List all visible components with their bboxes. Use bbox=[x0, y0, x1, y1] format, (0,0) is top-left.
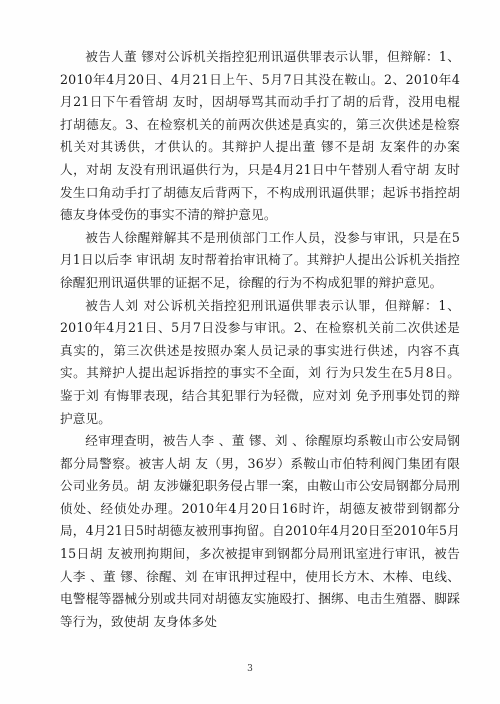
document-body bbox=[60, 46, 460, 633]
page-number: 3 bbox=[247, 664, 253, 674]
paragraph-defendant-dong-plea: 被告人董 镠对公诉机关指控犯刑讯逼供罪表示认罪，但辩解：1、2010年4月20日、4月21日上午、5月7日其没在鞍山。2、2010年4月21日下午看管胡 友时，因胡辱骂其而动手打了胡的后背，没用电棍打胡德友。3、在检察机关的前两次供述是真实的，第三次供述是检察机关对其诱供，才供认的。其辩护人提出董 镠不是胡 友案件的办案人，对胡 友没有刑讯逼供行为，只是4月21日中午替别人看守胡 友时发生口角动手打了胡德友后背两下，不构成刑讯逼供罪；起诉书指控胡德友身体受伤的事实不清的辩护意见。 bbox=[60, 49, 460, 223]
paragraph-defendant-liu-plea: 被告人刘 对公诉机关指控犯刑讯逼供罪表示认罪，但辩解：1、2010年4月21日、5月7日没参与审讯。2、在检察机关前二次供述是真实的，第三次供述是按照办案人员记录的事实进行供述，内容不真实。其辩护人提出起诉指控的事实不全面，刘 行为只发生在5月8日。鉴于刘 有悔罪表现，结合其犯罪行为轻微，应对刘 免予刑事处罚的辩护意见。 bbox=[60, 297, 460, 426]
paragraph-court-findings: 经审理查明，被告人李 、董 镠、刘 、徐醒原均系鞍山市公安局钢都分局警察。被害人胡 友（男，36岁）系鞍山市伯特利阀门集团有限公司业务员。胡 友涉嫌犯职务侵占罪一案，由鞍山市公安局钢都分局刑侦处、经侦处办理。2010年4月20日16时许，胡德友被带到钢都分局，4月21日5时胡德友被刑事拘留。自2010年4月20日至2010年5月15日胡 友被刑拘期间，多次被提审到钢都分局刑讯室进行审讯，被告人李 、董 镠、徐醒、刘 在审讯押过程中，使用长方木、木棒、电线、电警棍等器械分别或共同对胡德友实施殴打、捆绑、电击生殖器、脚踩等行为，致使胡 友身体多处 bbox=[60, 433, 460, 629]
paragraph-defendant-xu-plea: 被告人徐醒辩解其不是刑侦部门工作人员，没参与审讯，只是在5月1日以后李 审讯胡 友时帮着抬审讯椅了。其辩护人提出公诉机关指控徐醒犯刑讯逼供罪的证据不足，徐醒的行为不构成犯罪的辩护意见。 bbox=[60, 229, 460, 290]
